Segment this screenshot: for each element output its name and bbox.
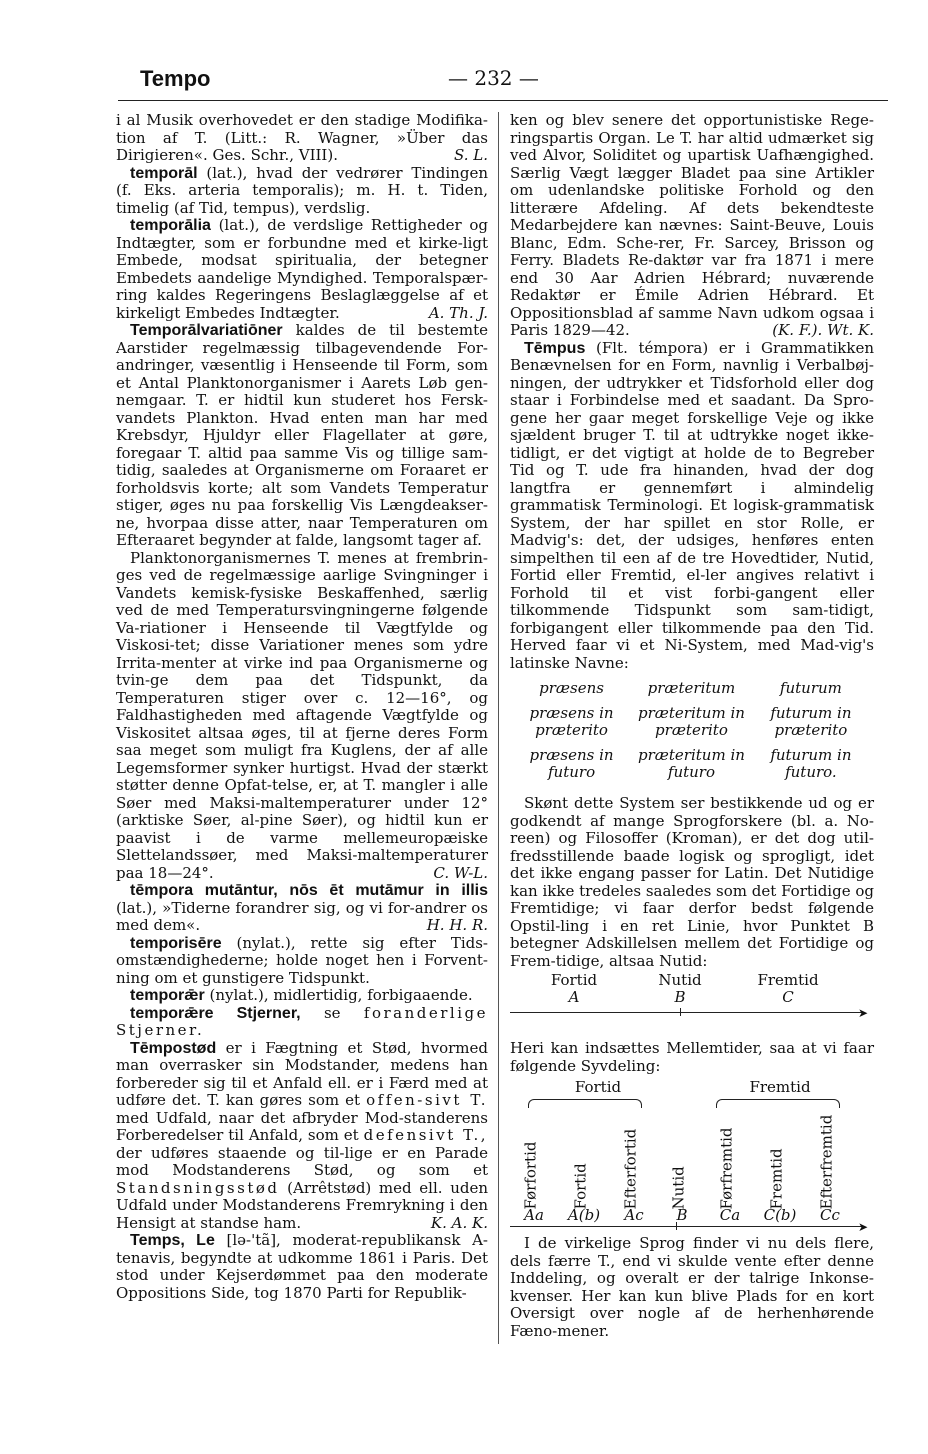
timeline-letter: A bbox=[568, 988, 580, 1006]
timeline-letter: B bbox=[674, 988, 686, 1006]
entry-temporaere-stjerner: temporǣre Stjerner, se foranderlige Stjerner. bbox=[116, 1003, 488, 1039]
diagram-term: Efterfremtid bbox=[817, 1114, 836, 1209]
timeline-axis bbox=[510, 1012, 862, 1013]
headword: Tēmpostød bbox=[130, 1039, 217, 1057]
headword: Temporālvariatiōner bbox=[130, 322, 283, 339]
seven-part-diagram bbox=[510, 1078, 874, 1234]
table-cell: futurum in futuro. bbox=[770, 746, 852, 781]
table-row bbox=[516, 678, 866, 703]
timeline-label: Fortid bbox=[550, 971, 598, 989]
headword: tēmpora mutāntur, nōs ēt mutāmur in illis bbox=[130, 882, 488, 899]
table-cell: præteritum bbox=[647, 679, 736, 697]
tempus-conclusion: I de virkelige Sprog finder vi nu dels flere, dels færre T., end vi skulde vente efter denne Inddeling, og overalt er der talrige Inkonse-kvenser. Her kan kun blive Plads for en kort Oversigt over nogle af de herhenhørende Fæno-mener. bbox=[510, 1234, 874, 1340]
tempus-critique: Skønt dette System ser bestikkende ud og er godkendt af mange Sprogforskere (bl. a. No-reen) og Filosoffer (Kroman), er det dog util-fredsstillende baade logisk og sprogligt, idet det ikke engang passer for Latin. Det Nutidige kan ikke tredeles saaledes som det Fortidige og Fremtidige; vi faar derfor bedst følgende Opstil-ling i en ret Linie, hvor Punktet B betegner Adskillelsen mellem det Fortidige og Frem-tidige, altsaa Nutid: bbox=[510, 794, 874, 970]
three-part-timeline bbox=[510, 972, 874, 1036]
entry-temporalvariationer: Temporālvariatiōner kaldes de til bestemte Aarstider regelmæssig tilbagevendende For-andringer, væsentlig i Henseende til Form, som et Antal Planktonorganismer i Aarets Løb gen-nemgaar. T. er hidtil kun studeret hos Fersk-vandets Plankton. Hvad enten man har med Krebsdyr, Hjuldyr eller Flagellater at gøre, foregaar T. altid paa samme Vis og tillige sam-tidig, saaledes at Organismerne om Foraaret er forholdsvis korte; alt som Vandets Temperatur stiger, øges nu paa forskellig Vis Længdeakser-ne, hvorpaa disse atter, naar Temperaturen om Efteraaret begynder at falde, langsomt tager af. bbox=[116, 321, 488, 549]
headword: temporālia bbox=[130, 217, 211, 234]
entry-temporisere: temporisēre (nylat.), rette sig efter Tids-omstændighederne; holde noget hen i Forvent-ning om et gunstigere Tidspunkt. bbox=[116, 933, 488, 987]
diagram-letter: Cc bbox=[820, 1206, 840, 1224]
signature: (K. F.). Wt. K. bbox=[772, 321, 874, 339]
timeline-label: Fremtid bbox=[757, 971, 819, 989]
entry-temporal: temporāl (lat.), hvad der vedrører Tindingen (f. Eks. arteria temporalis); m. H. t. Tiden, timelig (af Tid, tempus), verdslig. bbox=[116, 163, 488, 217]
entry-tempora-mutantur: tēmpora mutāntur, nōs ēt mutāmur in illis (lat.), »Tiderne forandrer sig, og vi for-andrer os med dem«. H. H. R. bbox=[116, 882, 488, 934]
timeline-letter: C bbox=[782, 988, 794, 1006]
diagram-tick bbox=[676, 1222, 677, 1230]
signature: A. Th. J. bbox=[428, 303, 488, 322]
diagram-term: Nutid bbox=[669, 1165, 688, 1209]
entry-tempostod: Tēmpostød er i Fægtning et Stød, hvormed man overrasker sin Modstander, medens han forbereder sig til et Anfald ell. er i Færd med at udføre det. T. kan gøres som et offen-sivt T. med Udfald, naar det afbryder Mod-standerens Forberedelser til Anfald, som et defensivt T., der udføres staaende og til-lige er en Parade mod Modstanderens Stød, og som et Standsningsstød (Arrêtstød) med ell. uden Udfald under Modstanderens Fremrykning i den Hensigt at standse ham. K. A. K. bbox=[116, 1038, 488, 1232]
signature: C. W-L. bbox=[433, 863, 488, 882]
diagram-letter: B bbox=[676, 1206, 688, 1224]
right-column bbox=[510, 112, 874, 1340]
headword: temporǣr bbox=[130, 987, 205, 1004]
diagram-term: Efterfortid bbox=[621, 1128, 640, 1209]
tense-table bbox=[516, 678, 866, 787]
diagram-letter: Aa bbox=[524, 1206, 544, 1224]
entry-temporalvariationer-continued: Planktonorganismernes T. menes at frembrin-ges ved de regelmæssige aarlige Svingninger i Vandets kemisk-fysiske Beskaffenhed, særlig ved de med Temperatursvingningerne følgende Va-riationer i Henseende til Vægtfylde og Viskosi-tet; disse Variationer menes som ydre Irrita-menter at virke ind paa Organismerne og tvin-ge dem paa det Tidspunkt, da Temperaturen stiger over c. 12—16°, og Faldhastigheden med aftagende Vægtfylde og Viskositet altsaa øges, til at fjerne deres Form saa meget som muligt fra Kuglens, der af alle Legemsformer synker hurtigst. Hvad der stærkt støtter denne Opfat-telse, er, at T. mangler i alle Søer med Maksi-maltemperaturer under 12° (arktiske Søer, al-pine Søer), og hidtil kun er paavist i de varme mellemeuropæiske Slettelandssøer, med Maksi-maltemperaturer paa 18—24°. C. W-L. bbox=[116, 548, 488, 882]
seven-part-intro: Heri kan indsættes Mellemtider, saa at vi faar følgende Syvdeling: bbox=[510, 1039, 874, 1075]
headword: Tēmpus bbox=[524, 339, 586, 357]
signature: H. H. R. bbox=[426, 916, 488, 934]
diagram-letter: Ac bbox=[624, 1206, 644, 1224]
brace-left bbox=[528, 1099, 642, 1108]
diagram-term: Førfortid bbox=[521, 1141, 540, 1209]
table-cell: præsens bbox=[539, 679, 604, 697]
table-row bbox=[516, 703, 866, 745]
arrow-right-icon: ➤ bbox=[858, 1220, 869, 1234]
headword: Temps, Le bbox=[130, 1232, 215, 1249]
page-header bbox=[118, 60, 888, 100]
header-rule bbox=[118, 100, 888, 101]
entry-temps-le: Temps, Le [lə-'tã], moderat-republikansk A-tenavis, begyndte at udkomme 1861 i Paris. Det stod under Kejserdømmet paa den moderate Oppositions Side, tog 1870 Parti for Republik- bbox=[116, 1231, 488, 1302]
cross-reference: foranderlige Stjerner. bbox=[116, 1003, 488, 1039]
diagram-term: Fortid bbox=[571, 1162, 590, 1209]
table-cell: præsens in futuro bbox=[529, 746, 614, 781]
table-cell: præsens in præterito bbox=[529, 704, 614, 739]
running-headword: Tempo bbox=[140, 66, 211, 91]
entry-temporalia: temporālia (lat.), de verdslige Rettigheder og Indtægter, som er forbundne med et kirke-ligt Embede, modsat spiritualia, der betegner Embedets aandelige Myndighed. Temporalspær-ring kaldes Regeringens Beslaglæggelse af et kirkeligt Embedes Indtægter. A. Th. J. bbox=[116, 216, 488, 322]
headword: temporisēre bbox=[130, 934, 222, 952]
timeline-label: Nutid bbox=[658, 971, 702, 989]
left-column bbox=[116, 112, 488, 1302]
table-cell: futurum bbox=[779, 679, 842, 697]
signature: K. A. K. bbox=[430, 1213, 488, 1232]
entry-temps-le-continued: ken og blev senere det opportunistiske Rege-ringspartis Organ. Le T. har altid udmærket sig ved Alvor, Soliditet og upartisk Uafhængighed. Særlig Vægt lægger Bladet paa sine Artikler om udenlandske politiske Forhold og den litterære Afdeling. Af dets bekendteste Medarbejdere kan nævnes: Saint-Beuve, Louis Blanc, Edm. Sche-rer, Fr. Sarcey, Brisson og Ferry. Bladets Re-daktør var fra 1871 i mere end 30 Aar Adrien Hébrard; nuværende Redaktør er Émile Adrien Hébrard. Et Oppositionsblad af samme Navn udkom ogsaa i Paris 1829—42. (K. F.). Wt. K. bbox=[510, 111, 874, 339]
diagram-axis bbox=[510, 1226, 862, 1227]
headword: temporāl bbox=[130, 164, 198, 182]
diagram-letter: A(b) bbox=[567, 1206, 601, 1224]
entry-tempus: Tēmpus (Flt. témpora) er i Grammatikken Benævnelsen for en Form, navnlig i Verbalbøj-ningen, der udtrykker et Tidsforhold eller dog staar i Forbindelse med et saadant. Da Spro-gene her gaar meget forskellige Veje og ikke sjældent bruger T. til at udtrykke noget ikke-tidligt, er det vigtigt at holde de to Begreber Tid og T. ude fra hinanden, hvad der dog langtfra er gennemført i almindelig grammatisk Terminologi. Et logisk-grammatisk System, der har spillet en stor Rolle, er Madvig's: det, der udsiges, henføres enten simpelthen til een af de tre Hovedtider, Nutid, Fortid eller Fremtid, el-ler angives relativt i Forhold til et vist forbi-gangent eller tilkommende Tidspunkt som sam-tidigt, forbigangent eller tilkommende paa den Tid. Herved faar vi et Ni-System, med Mad-vig's latinske Navne: bbox=[510, 338, 874, 672]
timeline-tick bbox=[680, 1008, 681, 1016]
entry-temporaer: temporǣr (nylat.), midlertidig, forbigaaende. bbox=[130, 986, 473, 1004]
arrow-right-icon: ➤ bbox=[858, 1006, 869, 1020]
diagram-letter: C(b) bbox=[763, 1206, 797, 1224]
column-divider bbox=[498, 112, 499, 1344]
diagram-letter: Ca bbox=[719, 1206, 741, 1224]
page-number: — 232 — bbox=[448, 66, 539, 90]
signature: S. L. bbox=[453, 146, 488, 164]
table-cell: præteritum in futuro bbox=[638, 746, 745, 781]
table-cell: præteritum in præterito bbox=[638, 704, 745, 739]
diagram-term: Fremtid bbox=[767, 1147, 786, 1209]
group-label: Fremtid bbox=[749, 1078, 811, 1096]
table-row bbox=[516, 745, 866, 787]
headword: temporǣre Stjerner, bbox=[130, 1004, 301, 1022]
group-label: Fortid bbox=[574, 1078, 622, 1096]
table-cell: futurum in præterito bbox=[770, 704, 852, 739]
entry-tempo-continued: i al Musik overhovedet er den stadige Modifika-tion af T. (Litt.: R. Wagner, »Über das Dirigieren«. Ges. Schr., VIII). S. L. bbox=[116, 111, 488, 164]
diagram-term: Førfremtid bbox=[717, 1126, 736, 1209]
brace-right bbox=[716, 1099, 840, 1108]
